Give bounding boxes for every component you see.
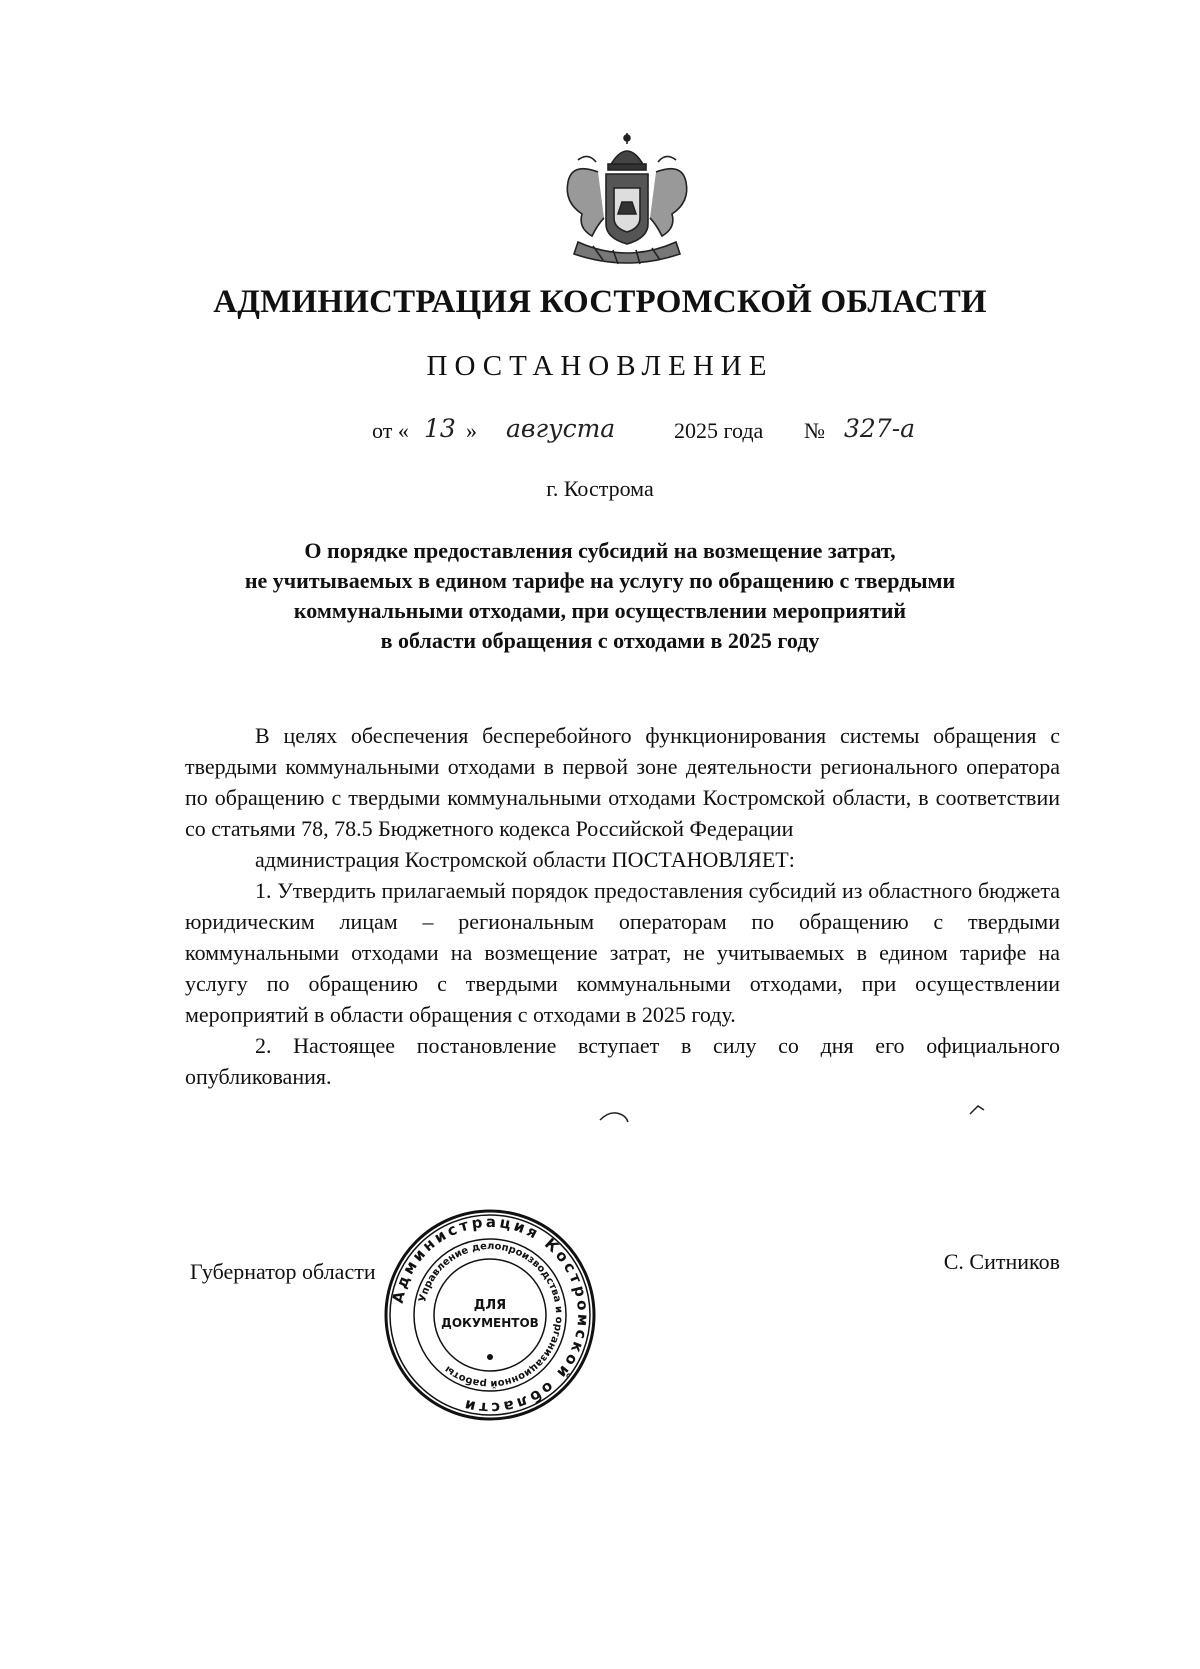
stamp-inner-text: Управление делопроизводства и организационной работы: [417, 1240, 565, 1390]
preamble-paragraph: В целях обеспечения бесперебойного функционирования системы обращения с твердыми коммунальными отходами в первой зоне деятельности регионального оператора по обращению с твердыми коммунальными отходами Костромской области, в соответствии со статьями 78, 78.5 Бюджетного кодекса Российской Федерации: [185, 723, 1060, 841]
heading-line: не учитываемых в едином тарифе на услугу по обращению с твердыми: [244, 568, 956, 593]
handwritten-day: 13: [424, 414, 456, 443]
signatory-name: С. Ситников: [943, 1249, 1060, 1274]
heading-line: коммунальными отходами, при осуществлении мероприятий: [293, 598, 907, 623]
number-label: №: [804, 418, 825, 443]
stamp-outer-text: Администрация Костромской области: [388, 1212, 593, 1418]
check-mark-icon: [968, 1102, 988, 1116]
item-2-paragraph: 2. Настоящее постановление вступает в силу со дня его официального опубликования.: [185, 1033, 1060, 1089]
resolution-heading: [140, 536, 1060, 656]
resolution-body: [185, 720, 1060, 1092]
date-year: 2025 года: [674, 418, 764, 443]
heading-line: О порядке предоставления субсидий на возмещение затрат,: [304, 538, 896, 563]
stamp-center-line-1: ДЛЯ: [473, 1298, 507, 1313]
date-number-line: [372, 414, 1012, 454]
handwritten-number: 327-а: [844, 414, 916, 443]
resolves-paragraph: администрация Костромской области ПОСТАНОВЛЯЕТ:: [255, 847, 795, 872]
organization-title: АДМИНИСТРАЦИЯ КОСТРОМСКОЙ ОБЛАСТИ: [213, 284, 987, 320]
city-line: г. Кострома: [546, 476, 654, 501]
heading-line: в области обращения с отходами в 2025 году: [380, 628, 820, 653]
item-1-paragraph: 1. Утвердить прилагаемый порядок предоставления субсидий из областного бюджета юридическим лицам – региональным операторам по обращению с твердыми коммунальными отходами на возмещение затрат, не учитываемых в едином тарифе на услугу по обращению с твердыми коммунальными отходами, при осуществлении мероприятий в области обращения с отходами в 2025 году.: [185, 878, 1060, 1027]
coat-of-arms-emblem: [548, 132, 706, 272]
check-mark-icon: [598, 1106, 634, 1124]
stamp-center-line-2: ДОКУМЕНТОВ: [441, 1316, 539, 1330]
date-quote-close: »: [466, 418, 477, 443]
document-type-title: ПОСТАНОВЛЕНИЕ: [426, 350, 774, 382]
handwritten-month: августа: [506, 414, 616, 443]
signatory-position: Губернатор области: [190, 1259, 376, 1284]
date-prefix: от «: [372, 418, 409, 443]
official-stamp: [382, 1207, 598, 1423]
